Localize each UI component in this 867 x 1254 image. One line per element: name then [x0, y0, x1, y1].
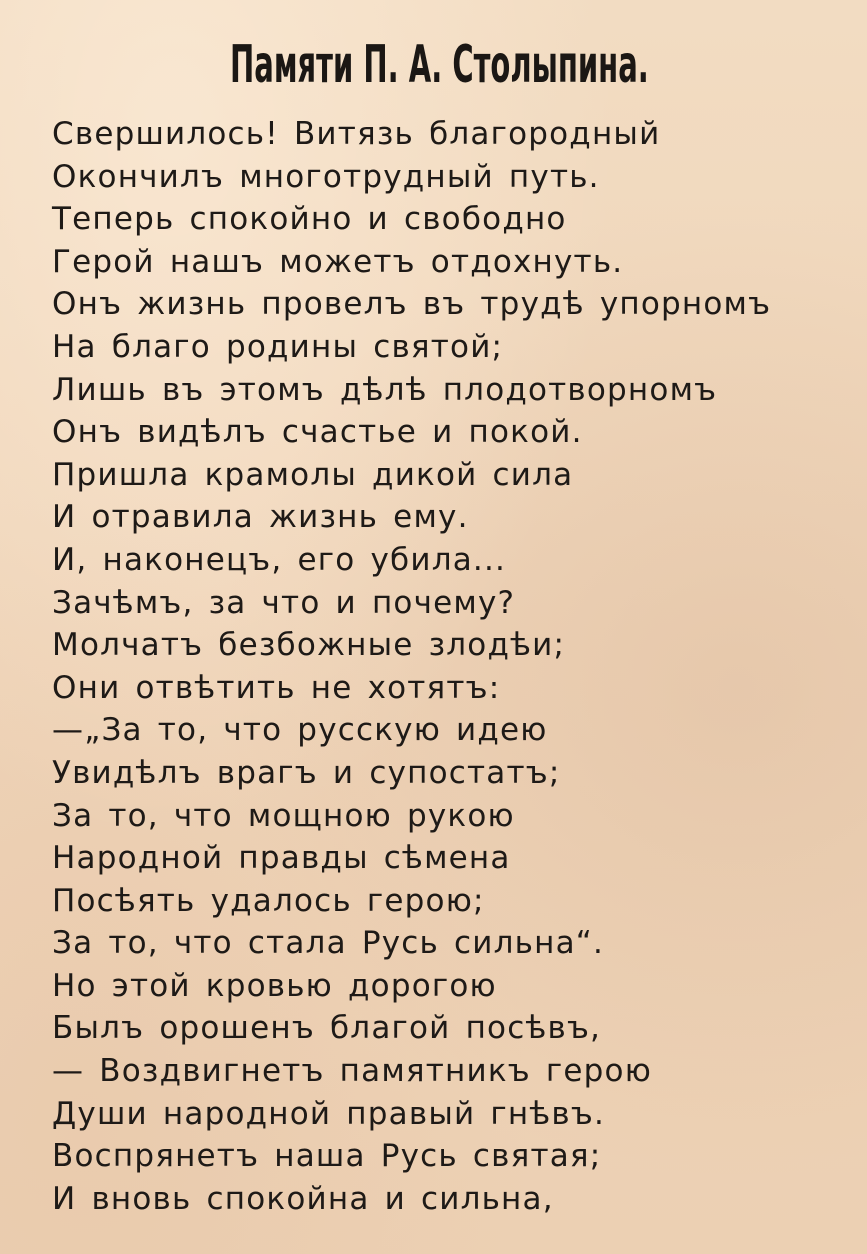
poem-line: —„За то, что русскую идею [52, 712, 548, 749]
poem-line: Герой нашъ можетъ отдохнуть. [52, 243, 624, 280]
poem-line: Воспрянетъ наша Русь святая; [52, 1138, 602, 1175]
poem-line: Онъ видѣлъ счастье и покой. [52, 414, 583, 451]
poem-line: Окончилъ многотрудный путь. [52, 158, 600, 195]
poem-line: Посѣять удалось герою; [52, 882, 485, 919]
poem-line: Но этой кровью дорогою [52, 967, 497, 1004]
poem-line: Молчатъ безбожные злодѣи; [52, 627, 566, 664]
poem-body [52, 113, 771, 1220]
poem-line: Пришла крамолы дикой сила [52, 456, 574, 493]
poem-line: И вновь спокойна и сильна, [52, 1180, 554, 1217]
poem-line: — Воздвигнетъ памятникъ герою [52, 1053, 653, 1090]
poem-line: За то, что мощною рукою [52, 797, 515, 834]
poem-line: Души народной правый гнѣвъ. [52, 1095, 606, 1132]
poem-line: И, наконецъ, его убила... [52, 541, 507, 578]
poem-title: Памяти П. А. Столыпина. [229, 35, 649, 95]
poem-line: Лишь въ этомъ дѣлѣ плодотворномъ [52, 371, 718, 408]
poem-line: И отравила жизнь ему. [52, 499, 469, 536]
poem-line: Народной правды сѣмена [52, 840, 511, 877]
poem-line: Зачѣмъ, за что и почему? [52, 584, 516, 621]
poem-line: На благо родины святой; [52, 328, 504, 365]
poem-line: За то, что стала Русь сильна“. [52, 925, 605, 962]
poem-line: Былъ орошенъ благой посѣвъ, [52, 1010, 602, 1047]
poem-line: Увидѣлъ врагъ и супостатъ; [52, 754, 561, 791]
poem-line: Свершилось! Витязь благородный [52, 116, 661, 152]
poem-line: Они отвѣтить не хотятъ: [52, 669, 501, 706]
poem-line: Теперь спокойно и свободно [52, 201, 567, 238]
poem-line: Онъ жизнь провелъ въ трудѣ упорномъ [52, 286, 772, 323]
